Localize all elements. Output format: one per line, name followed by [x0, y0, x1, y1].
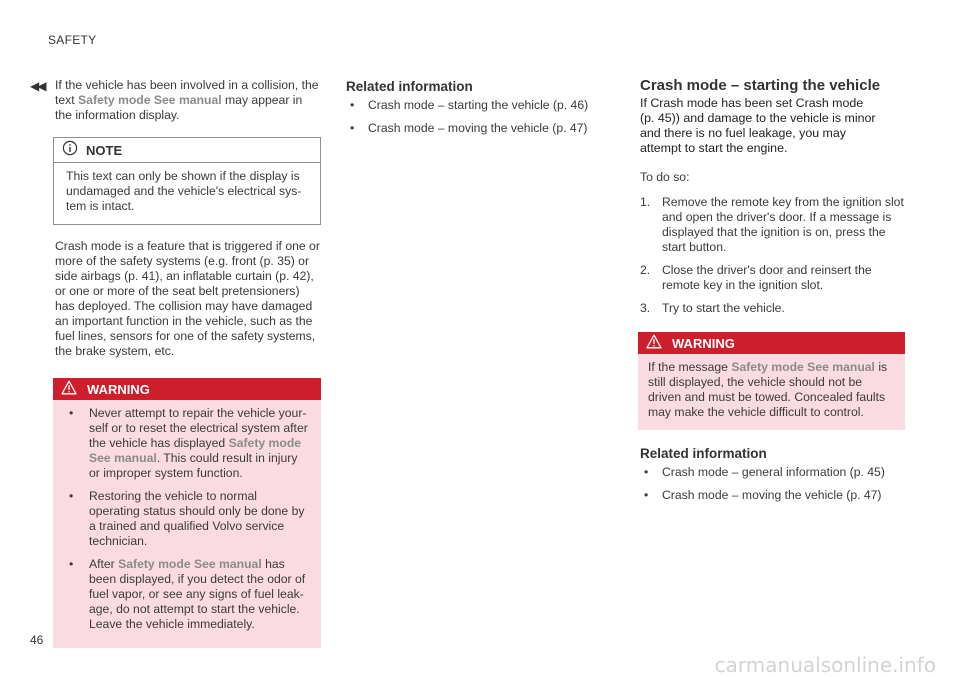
- continued-marker: ◀◀: [30, 79, 45, 93]
- related-link[interactable]: • Crash mode – general information (p. 45): [640, 465, 910, 480]
- page-title: Crash mode – starting the vehicle: [640, 77, 881, 94]
- warning-header: [53, 378, 321, 400]
- crash-mode-paragraph: Crash mode is a feature that is triggered if one or more of the safety systems (e.g. front (p. 35) or side airbags (p. 41), an inflatable curtain (p. 42), or one or more of the seat belt pretensioners) has deployed. The collision may have damaged an important function in the vehicle, such as the fuel lines, sensors for one of the safety systems, the brake system, etc.: [55, 239, 320, 358]
- warning-box: [53, 378, 321, 648]
- section-header: SAFETY: [48, 33, 97, 47]
- lead-paragraph: If Crash mode has been set Crash mode (p. 45)) and damage to the vehicle is minor and there is no fuel leakage, you may attempt to start the engine.: [640, 96, 876, 155]
- info-icon: [62, 140, 78, 160]
- warning-item: • Never attempt to repair the vehicle your-self or to reset the electrical system after the vehicle has displayed Safety mode See manual. This could result in injury or improper system function.: [63, 406, 311, 481]
- column-right: [640, 78, 910, 511]
- step-item: 1. Remove the remote key from the ignition slot and open the driver's door. If a message is displayed that the ignition is on, press the start button.: [640, 195, 904, 254]
- warning-body: [53, 400, 321, 648]
- step-item: 2. Close the driver's door and reinsert the remote key in the ignition slot.: [640, 263, 872, 292]
- display-message-highlight: Safety mode See manual: [731, 360, 875, 374]
- column-left: [55, 78, 321, 648]
- page-number: 46: [30, 633, 44, 647]
- note-header: [54, 138, 320, 163]
- related-link[interactable]: • Crash mode – starting the vehicle (p. 46): [346, 98, 606, 113]
- warning-item: • After Safety mode See manual has been displayed, if you detect the odor of fuel vapor, or see any signs of fuel leak-age, do not attempt to start the vehicle. Leave the vehicle immediately.: [63, 557, 311, 632]
- related-link[interactable]: • Crash mode – moving the vehicle (p. 47): [346, 121, 606, 136]
- related-link[interactable]: • Crash mode – moving the vehicle (p. 47): [640, 488, 910, 503]
- intro-paragraph: If the vehicle has been involved in a collision, the text Safety mode See manual may appear in the information display.: [55, 78, 319, 122]
- step-item: 3. Try to start the vehicle.: [640, 301, 785, 315]
- warning-item: • Restoring the vehicle to normal operating status should only be done by a trained and qualified Volvo service technician.: [63, 489, 311, 549]
- column-middle: [346, 79, 606, 144]
- note-title: NOTE: [86, 142, 123, 158]
- display-message-highlight: Safety mode See manual: [78, 93, 222, 107]
- steps-list: [640, 195, 910, 316]
- display-message-highlight: Safety mode See manual: [118, 557, 262, 571]
- related-info-heading: Related information: [640, 446, 767, 461]
- warning-header: [638, 332, 905, 354]
- warning-title: WARNING: [672, 335, 735, 351]
- warning-title: WARNING: [87, 381, 150, 397]
- warning-text: If the message Safety mode See manual is still displayed, the vehicle should not be driven and must be towed. Concealed faults may make the vehicle difficult to control.: [648, 360, 888, 419]
- todo-line: To do so:: [640, 170, 690, 184]
- warning-triangle-icon: [646, 334, 662, 353]
- related-info-heading: Related information: [346, 79, 473, 94]
- display-message-highlight: Safety mode See manual: [89, 436, 302, 465]
- note-box: [53, 137, 321, 225]
- warning-box: [638, 332, 905, 430]
- note-text: This text can only be shown if the display is undamaged and the vehicle's electrical sys-tem is intact.: [66, 169, 302, 213]
- watermark: carmanualsonline.info: [714, 653, 936, 677]
- warning-triangle-icon: [61, 380, 77, 399]
